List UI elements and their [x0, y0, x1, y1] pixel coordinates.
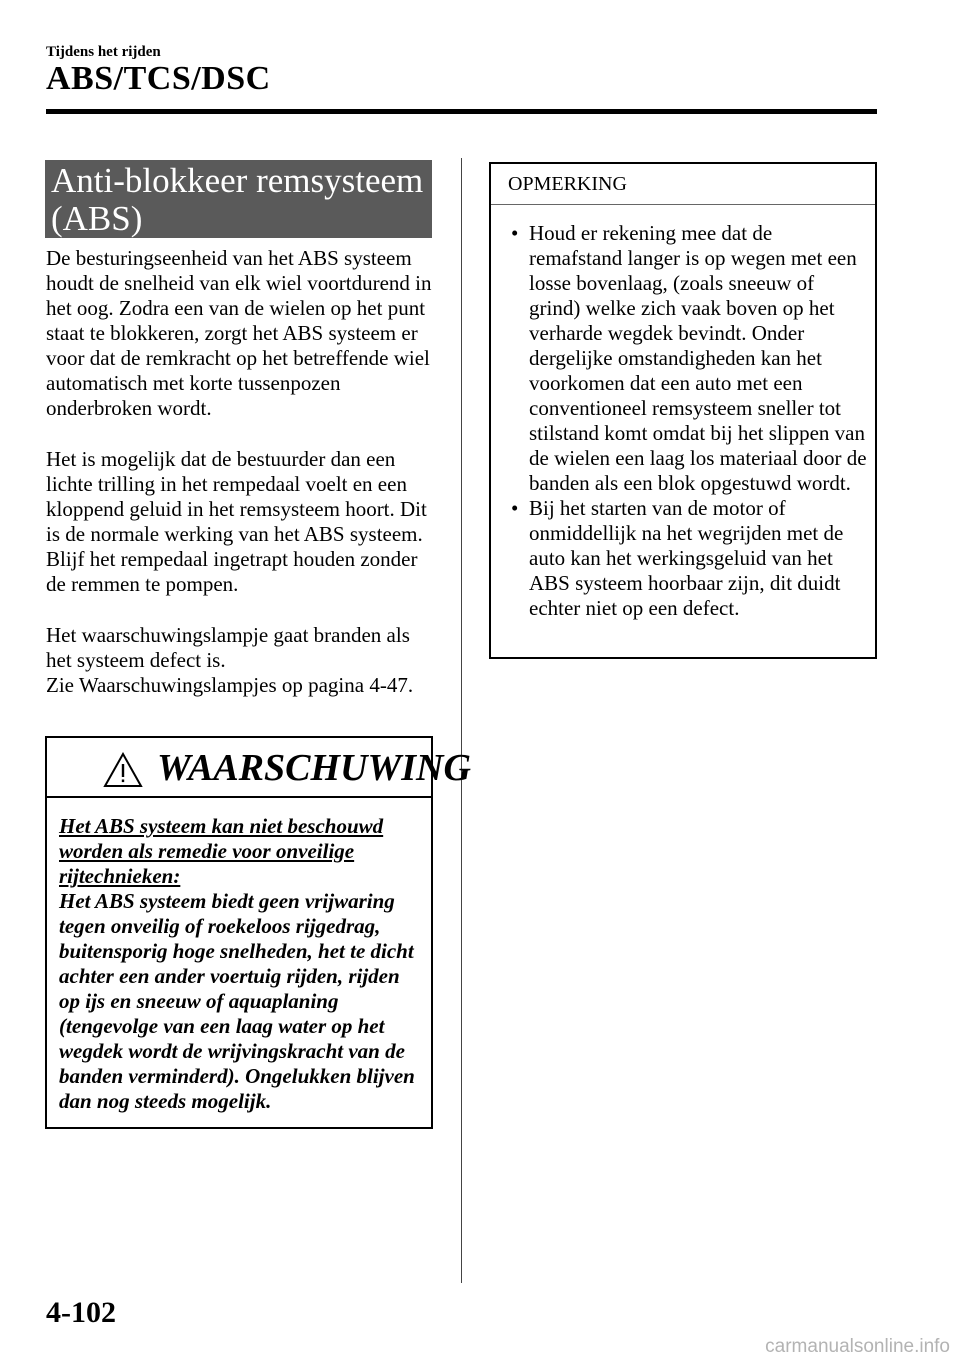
note-item	[491, 496, 869, 621]
abs-paragraph-1: De besturingseenheid van het ABS systeem houdt de snelheid van elk wiel voortdurend in het oog. Zodra een van de wielen op het punt staat te blokkeren, zorgt het ABS systeem er voor dat de remkracht op het betreffende wiel automatisch met korte tussenpozen onderbroken wordt.	[46, 246, 432, 420]
warning-box	[45, 736, 471, 1129]
warning-body	[47, 798, 431, 1114]
page-number: 4-102	[46, 1296, 116, 1329]
section-title: ABS/TCS/DSC	[46, 60, 271, 97]
warning-triangle-icon	[103, 752, 143, 788]
abs-heading-line2: (ABS)	[51, 199, 143, 238]
abs-heading-line1: Anti-blokkeer remsysteem	[51, 161, 424, 200]
bullet-icon: •	[511, 496, 519, 520]
column-divider	[461, 158, 462, 1283]
note-box	[489, 162, 877, 659]
header-rule	[46, 109, 877, 114]
abs-paragraph-3	[46, 623, 438, 698]
running-head: Tijdens het rijden	[46, 44, 161, 60]
note-header	[491, 164, 875, 205]
warning-header	[47, 738, 471, 798]
watermark: carmanualsonline.info	[765, 1336, 950, 1357]
note-item-text: Bij het starten van de motor of onmiddellijk na het wegrijden met de auto kan het werkingsgeluid van het ABS systeem hoorbaar zijn, dit duidt echter niet op een defect.	[529, 496, 844, 620]
abs-paragraph-3-line1: Het waarschuwingslampje gaat branden als het systeem defect is.	[46, 623, 410, 672]
page-reference-link[interactable]: Zie Waarschuwingslampjes op pagina 4-47.	[46, 673, 414, 697]
note-item	[491, 221, 869, 496]
abs-heading	[45, 160, 432, 238]
warning-title: WAARSCHUWING	[157, 747, 471, 789]
warning-text: Het ABS systeem biedt geen vrijwaring tegen onveilig of roekeloos rijgedrag, buitensporig hoge snelheden, het te dicht achter een ander voertuig rijden, rijden op ijs en sneeuw of aquaplaning (tengevolge van een laag water op het wegdek wordt de wrijvingskracht van de banden verminderd). Ongelukken blijven dan nog steeds mogelijk.	[59, 889, 415, 1113]
warning-subheading: Het ABS systeem kan niet beschouwd worden als remedie voor onveilige rijtechnieken:	[59, 814, 384, 888]
note-title: OPMERKING	[508, 173, 627, 195]
note-list	[491, 205, 875, 621]
bullet-icon: •	[511, 221, 519, 245]
abs-paragraph-2: Het is mogelijk dat de bestuurder dan een lichte trilling in het rempedaal voelt en een kloppend geluid in het remsysteem hoort. Dit is de normale werking van het ABS systeem. Blijf het rempedaal ingetrapt houden zonder de remmen te pompen.	[46, 447, 427, 596]
note-item-text: Houd er rekening mee dat de remafstand langer is op wegen met een losse bovenlaag, (zoals sneeuw of grind) welke zich vaak boven op het verharde wegdek bevindt. Onder dergelijke omstandigheden kan het voorkomen dat een auto met een conventioneel remsysteem sneller tot stilstand komt omdat bij het slippen van de wielen een laag los materiaal door de banden als een blok opgestuwd wordt.	[529, 221, 867, 495]
